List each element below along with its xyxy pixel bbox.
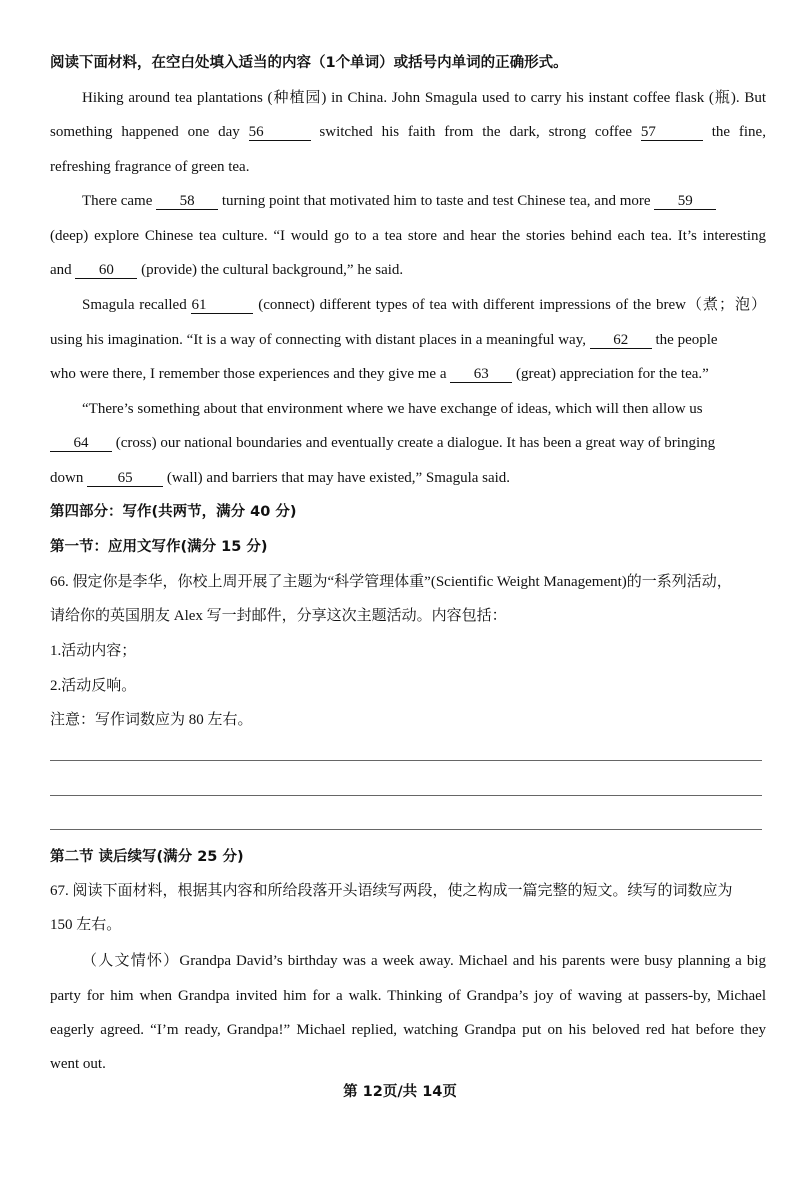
text-span: using his imagination. “It is a way of connecting with distant places in a meaningful way, — [50, 332, 590, 348]
text-line — [50, 881, 766, 901]
blank-61[interactable]: 61 — [191, 297, 253, 314]
text-line — [50, 157, 766, 177]
text-span: 第一节：应用文写作(满分 15 分) — [50, 539, 268, 555]
text-span: eagerly agreed. “I’m ready, Grandpa!” Michael replied, watching Grandpa put on his beloved red hat before they — [50, 1022, 766, 1038]
answer-line[interactable] — [50, 829, 762, 830]
blank-64[interactable]: 64 — [50, 435, 112, 452]
text-span: 2.活动反响。 — [50, 678, 137, 694]
text-line — [50, 260, 766, 280]
text-line — [50, 606, 766, 626]
text-line — [50, 986, 766, 1006]
text-line — [82, 88, 766, 108]
text-span: (provide) the cultural background,” he said. — [137, 262, 404, 278]
text-line — [50, 915, 766, 935]
text-span: party for him when Grandpa invited him for a walk. Thinking of Grandpa’s joy of waving at passers-by, Michael — [50, 988, 766, 1004]
text-span: 请给你的英国朋友 Alex 写一封邮件，分享这次主题活动。内容包括： — [50, 608, 507, 624]
text-span: refreshing fragrance of green tea. — [50, 159, 250, 175]
text-span: (cross) our national boundaries and eventually create a dialogue. It has been a great way of bringing — [112, 435, 716, 451]
blank-62[interactable]: 62 — [590, 332, 652, 349]
section-heading — [50, 537, 766, 557]
text-span: and — [50, 262, 76, 278]
text-span: 阅读下面材料，在空白处填入适当的内容（1个单词）或括号内单词的正确形式。 — [50, 55, 568, 71]
text-span: 第二节 读后续写(满分 25 分) — [50, 849, 244, 865]
text-line — [82, 951, 766, 971]
text-span: the fine, — [702, 124, 766, 140]
text-span: the people — [651, 332, 718, 348]
text-line — [82, 191, 766, 211]
text-line — [50, 676, 766, 696]
blank-56[interactable]: 56 — [249, 124, 311, 141]
blank-60[interactable]: 60 — [75, 262, 137, 279]
text-span: went out. — [50, 1056, 106, 1072]
blank-59[interactable]: 59 — [654, 193, 716, 210]
text-line — [50, 468, 766, 488]
text-span: There came — [82, 193, 157, 209]
text-span: who were there, I remember those experiences and they give me a — [50, 366, 451, 382]
text-span: 注意：写作词数应为 80 左右。 — [50, 712, 253, 728]
text-span: （人文情怀）Grandpa David’s birthday was a week away. Michael and his parents were busy planning a big — [82, 953, 766, 969]
text-line — [50, 226, 766, 246]
text-line — [50, 1054, 766, 1074]
text-span: switched his faith from the dark, strong coffee — [310, 124, 641, 140]
text-line — [82, 295, 766, 315]
page-number: 第 12页/共 14页 — [343, 1084, 457, 1100]
text-line — [50, 710, 766, 730]
text-span: Smagula recalled — [82, 297, 192, 313]
text-span: (connect) different types of tea with different impressions of the brew（煮；泡） — [253, 297, 766, 313]
text-span: “There’s something about that environment where we have exchange of ideas, which will then allow us — [82, 401, 703, 417]
section-heading — [50, 53, 766, 73]
blank-63[interactable]: 63 — [450, 366, 512, 383]
text-line — [50, 433, 766, 453]
text-span: (deep) explore Chinese tea culture. “I would go to a tea store and hear the stories behind each tea. It’s interesting — [50, 228, 766, 244]
section-heading — [50, 847, 766, 867]
answer-line[interactable] — [50, 760, 762, 761]
text-span: turning point that motivated him to taste and test Chinese tea, and more — [218, 193, 655, 209]
section-heading — [50, 502, 766, 522]
text-line — [50, 572, 766, 592]
text-span: something happened one day — [50, 124, 249, 140]
text-span: Hiking around tea plantations (种植园) in China. John Smagula used to carry his instant coffee flask (瓶). But — [82, 90, 766, 106]
text-line — [50, 641, 766, 661]
text-span: down — [50, 470, 88, 486]
text-span: 150 左右。 — [50, 917, 122, 933]
answer-line[interactable] — [50, 795, 762, 796]
text-span: (wall) and barriers that may have existed,” Smagula said. — [163, 470, 511, 486]
text-line — [50, 122, 766, 142]
text-span: 66. 假定你是李华，你校上周开展了主题为“科学管理体重”(Scientific Weight Management)的一系列活动， — [50, 574, 732, 590]
text-span: (great) appreciation for the tea.” — [512, 366, 709, 382]
blank-58[interactable]: 58 — [156, 193, 218, 210]
text-span: 第四部分：写作(共两节，满分 40 分) — [50, 504, 297, 520]
text-line — [50, 1020, 766, 1040]
blank-65[interactable]: 65 — [87, 470, 163, 487]
text-line — [50, 330, 766, 350]
text-span: 1.活动内容； — [50, 643, 137, 659]
text-span: 67. 阅读下面材料，根据其内容和所给段落开头语续写两段，使之构成一篇完整的短文。续写的词数应为 — [50, 883, 733, 899]
text-line — [50, 364, 766, 384]
text-line — [82, 399, 766, 419]
blank-57[interactable]: 57 — [641, 124, 703, 141]
